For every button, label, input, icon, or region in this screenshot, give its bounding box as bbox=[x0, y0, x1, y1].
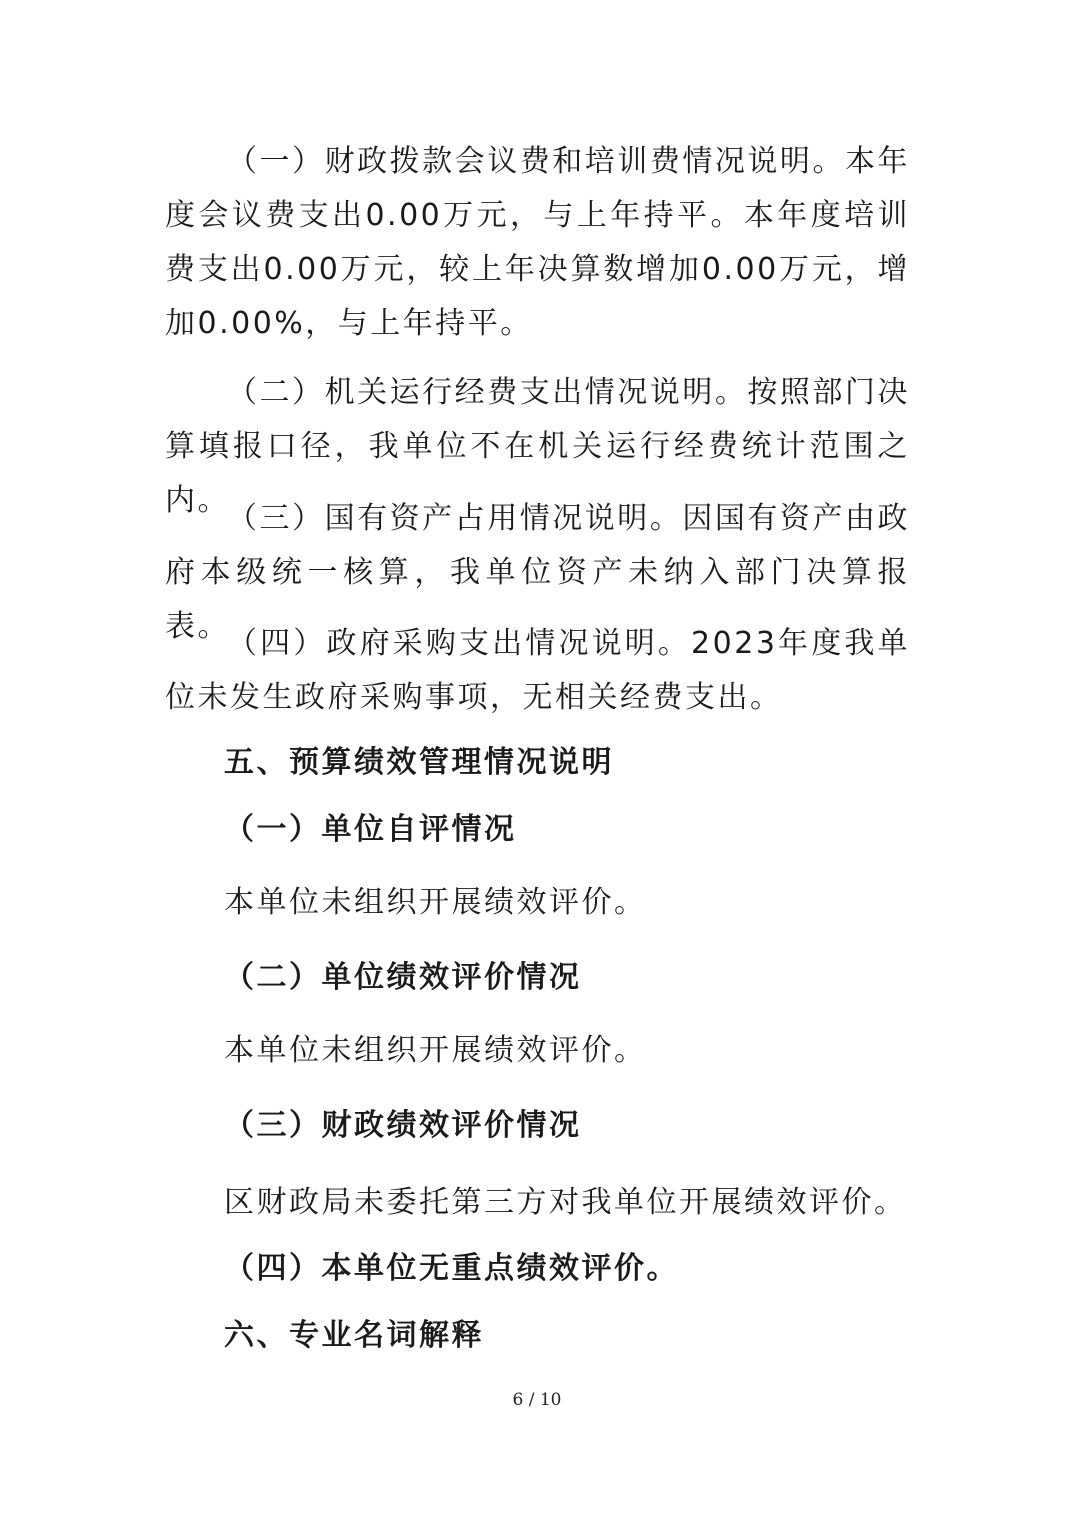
subheading-fiscal-performance-evaluation: （三）财政绩效评价情况 bbox=[224, 1108, 582, 1143]
paragraph-state-assets: （三）国有资产占用情况说明。因国有资产由政府本级统一核算，我单位资产未纳入部门决算报表。 bbox=[165, 501, 910, 644]
text-unit-performance-evaluation: 本单位未组织开展绩效评价。 bbox=[224, 1033, 647, 1068]
page-number: 6 / 10 bbox=[512, 1390, 562, 1410]
section-heading-performance-management: 五、预算绩效管理情况说明 bbox=[224, 745, 614, 780]
paragraph-government-procurement: （四）政府采购支出情况说明。2023年度我单位未发生政府采购事项，无相关经费支出。 bbox=[165, 626, 910, 715]
section-heading-glossary: 六、专业名词解释 bbox=[224, 1318, 484, 1353]
paragraph-agency-operating-expenses: （二）机关运行经费支出情况说明。按照部门决算填报口径，我单位不在机关运行经费统计范围之内。 bbox=[165, 375, 910, 518]
text-self-evaluation: 本单位未组织开展绩效评价。 bbox=[224, 885, 647, 920]
text-fiscal-performance-evaluation: 区财政局未委托第三方对我单位开展绩效评价。 bbox=[224, 1185, 907, 1220]
paragraph-meeting-training-fees: （一）财政拨款会议费和培训费情况说明。本年度会议费支出0.00万元，与上年持平。本年度培训费支出0.00万元，较上年决算数增加0.00万元，增加0.00%，与上年持平。 bbox=[165, 144, 910, 341]
subheading-unit-performance-evaluation: （二）单位绩效评价情况 bbox=[224, 960, 582, 995]
subheading-self-evaluation: （一）单位自评情况 bbox=[224, 812, 517, 847]
subheading-no-key-evaluation: （四）本单位无重点绩效评价。 bbox=[224, 1251, 679, 1286]
